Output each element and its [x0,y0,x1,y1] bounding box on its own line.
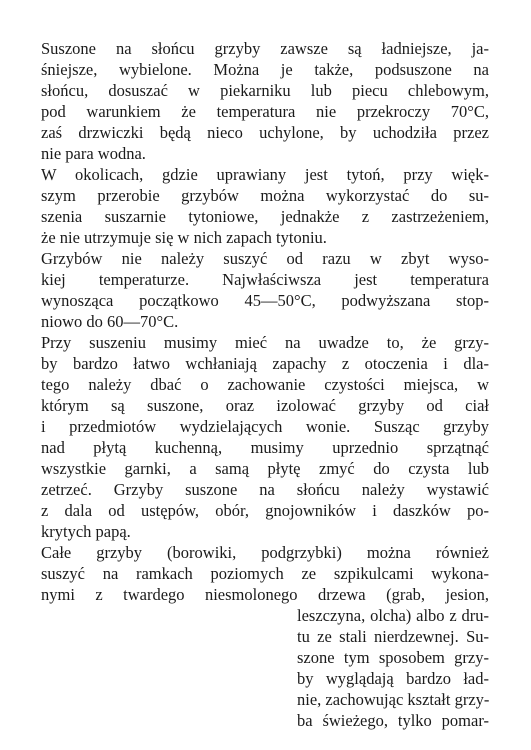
text-line: nie, zachowując kształt grzy- [297,690,490,709]
text-line: zetrzeć. Grzyby suszone na słońcu należy wystawić [41,480,489,499]
text-line: suszyć na ramkach poziomych ze szpikulcami wykona- [41,564,489,583]
text-line: szym przerobie grzybów można wykorzystać do su- [41,186,489,205]
text-line: szone tym sposobem grzy- [297,648,489,667]
text-line: którym są suszone, oraz izolować grzyby od ciał [41,396,489,415]
text-line: wynosząca początkowo 45—50°C, podwyższana stop- [41,291,489,310]
text-line: niowo do 60—70°C. [41,312,179,331]
text-line: szenia suszarnie tytoniowe, jednakże z zastrzeżeniem, [41,207,489,226]
text-line: śniejsze, wybielone. Można je także, podsuszone na [41,60,489,79]
text-line: Całe grzyby (borowiki, podgrzybki) można również [41,543,489,562]
text-line: że nie utrzymuje się w nich zapach tytoniu. [41,228,327,247]
text-line: by wyglądają bardzo ład- [297,669,489,688]
text-line: leszczyna, olcha) albo z dru- [297,606,489,625]
text-line: W okolicach, gdzie uprawiany jest tytoń, przy więk- [41,165,489,184]
text-line: Przy suszeniu musimy mieć na uwadze to, że grzy- [41,333,489,352]
text-line: nymi z twardego niesmolonego drzewa (grab, jesion, [41,585,489,604]
text-line: pod warunkiem że temperatura nie przekroczy 70°C, [41,102,489,121]
text-line: słońcu, dosuszać w piekarniku lub piecu chlebowym, [41,81,489,100]
text-line: i przedmiotów wydzielających wonie. Susząc grzyby [41,417,489,436]
text-line: Grzybów nie należy suszyć od razu w zbyt wyso- [41,249,489,268]
text-line: wszystkie garnki, a samą płytę zmyć do czysta lub [41,459,489,478]
text-line: ba świeżego, tylko pomar- [297,711,489,730]
text-line: by bardzo łatwo wchłaniają zapachy z otoczenia i dla- [41,354,489,373]
text-line: krytych papą. [41,522,131,541]
text-line: z dala od ustępów, obór, gnojowników i daszków po- [41,501,489,520]
text-line: tu ze stali nierdzewnej. Su- [297,627,489,646]
text-line: kiej temperaturze. Najwłaściwsza jest temperatura [41,270,489,289]
text-line: zaś drzwiczki będą nieco uchylone, by uchodziła przez [41,123,489,142]
text-line: nie para wodna. [41,144,146,163]
text-line: tego należy dbać o zachowanie czystości miejsca, w [41,375,489,394]
text-line: Suszone na słońcu grzyby zawsze są ładniejsze, ja- [41,39,489,58]
text-line: nad płytą kuchenną, musimy uprzednio sprzątnąć [41,438,489,457]
